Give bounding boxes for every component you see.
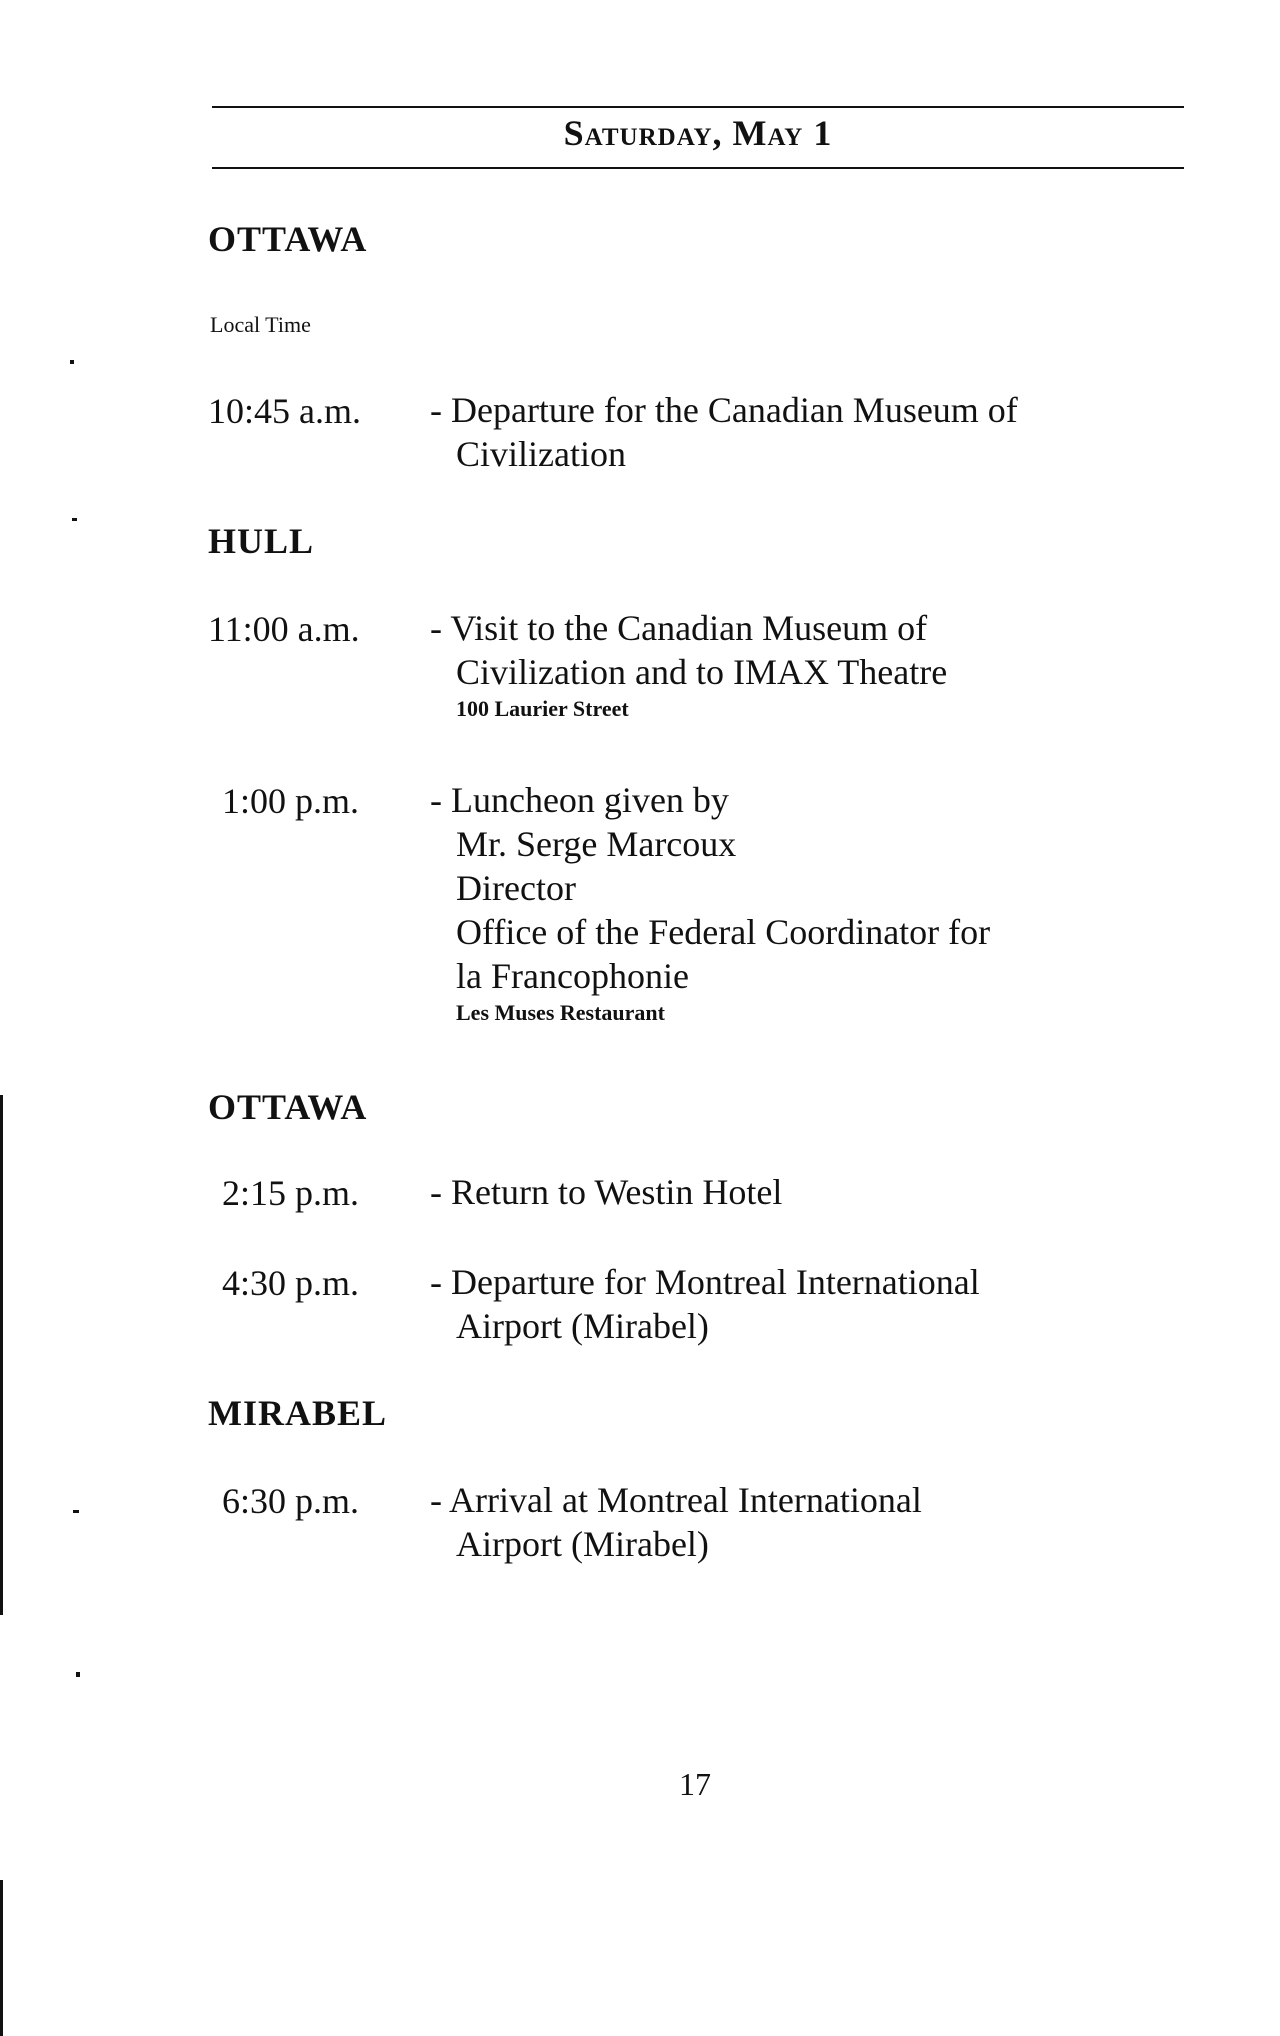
- city-heading-ottawa: OTTAWA: [208, 219, 368, 259]
- city-heading-ottawa: OTTAWA: [208, 1087, 368, 1127]
- scan-speck: [73, 1510, 79, 1513]
- event-time: 2:15 p.m.: [222, 1173, 360, 1213]
- event-time: 11:00 a.m.: [208, 609, 360, 649]
- day-title: Saturday, May 1: [563, 113, 833, 153]
- page-number: 17: [679, 1766, 711, 1802]
- scan-edge-mark: [0, 1880, 3, 2036]
- event-line: Civilization: [456, 434, 626, 474]
- event-line: Office of the Federal Coordinator for: [456, 912, 991, 952]
- event-description: [430, 1478, 922, 1566]
- event-time: 1:00 p.m.: [222, 781, 360, 821]
- event-description: [430, 778, 990, 1028]
- event-time: 4:30 p.m.: [222, 1263, 360, 1303]
- event-line: Mr. Serge Marcoux: [456, 824, 737, 864]
- scan-speck: [72, 518, 77, 521]
- event-time: 6:30 p.m.: [222, 1481, 360, 1521]
- local-time-label: Local Time: [210, 312, 311, 337]
- event-line: Airport (Mirabel): [456, 1524, 709, 1564]
- event-line: Director: [456, 868, 576, 908]
- event-line: - Visit to the Canadian Museum of: [430, 608, 928, 648]
- event-description: [430, 1170, 782, 1214]
- event-description: [430, 1260, 980, 1348]
- event-line: Airport (Mirabel): [456, 1306, 709, 1346]
- event-time: 10:45 a.m.: [208, 391, 361, 431]
- city-heading-hull: HULL: [208, 521, 315, 561]
- scan-speck: [76, 1672, 80, 1677]
- event-line: - Departure for the Canadian Museum of: [430, 390, 1018, 430]
- event-description: [430, 388, 1018, 476]
- event-line: - Luncheon given by: [430, 780, 729, 820]
- scan-edge-mark: [0, 1095, 3, 1615]
- event-line: - Arrival at Montreal International: [430, 1480, 922, 1520]
- event-location: 100 Laurier Street: [456, 696, 629, 721]
- event-line: Civilization and to IMAX Theatre: [456, 652, 948, 692]
- event-location: Les Muses Restaurant: [456, 1000, 665, 1025]
- city-heading-mirabel: MIRABEL: [208, 1393, 388, 1433]
- event-line: la Francophonie: [456, 956, 689, 996]
- header-rule-bottom: [212, 167, 1184, 169]
- scan-speck: [70, 360, 74, 364]
- event-description: [430, 606, 947, 724]
- event-line: - Departure for Montreal International: [430, 1262, 980, 1302]
- header-rule-top: [212, 106, 1184, 108]
- event-line: - Return to Westin Hotel: [430, 1172, 783, 1212]
